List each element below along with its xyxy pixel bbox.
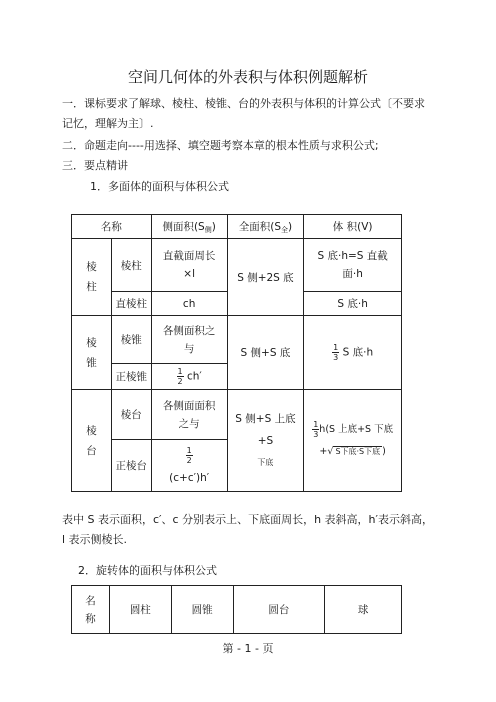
row-pyramid-total: S 侧+S 底 [227,316,304,390]
table-note: 表中 S 表示面积，c′、c 分别表示上、下底面周长，h 表斜高，h′表示斜高，l 表示侧棱长. [62,513,434,546]
polyhedra-formula-table [71,214,402,492]
row-prism-lateral: 直截面周长 ×l [151,239,227,292]
group-frustum: 棱台 [72,390,112,492]
section-1-text: 一．课标要求了解球、棱柱、棱锥、台的外表积与体积的计算公式〔不要求记忆，理解为主〕. [62,97,425,130]
header-name: 名称 [72,215,152,239]
section-3-heading: 三．要点精讲 [62,159,128,172]
header-lateral: 侧面积$(S_侧)$ [151,215,227,239]
row-pyramid-lateral: 各侧面积之 与 [151,316,227,364]
row-regular-frustum-lateral: $\frac{1}{2}$ (c+c′)h′ [151,440,227,492]
header-total: 全面积$(S_全)$ [227,215,304,239]
group-prism: 棱柱 [72,239,112,316]
row-frustum-lateral: 各侧面面积 之与 [151,390,227,440]
row-prism-name: 棱柱 [111,239,151,292]
row-pyramid-name: 棱锥 [111,316,151,364]
revolution-formula-table [71,585,402,634]
header-volume: 体 积(V) [304,215,402,239]
page-title: 空间几何体的外表积与体积例题解析 [127,68,368,86]
row-prism-volume: S 底·h=S 直截 面·h [304,239,402,292]
section-2-text: 二．命题走向----用选择、填空题考察本章的根本性质与求积公式; [62,139,379,152]
group-pyramid: 棱锥 [72,316,112,390]
row-frustum-volume: $\frac{1}{3}$ h(S 上底+S 下底 +√ S下底·S下底 ) [304,390,402,492]
header-revolution-name: 名称 [72,586,110,634]
header-frustum-cone: 圆台 [233,586,325,634]
header-cone: 圆锥 [171,586,233,634]
row-regular-pyramid-lateral: $\frac{1}{2}$ ch′ [151,364,227,390]
row-prism-total: S 侧+2S 底 [227,239,304,316]
page-footer: 第 - 1 - 页 [222,642,274,655]
row-pyramid-volume: $\frac{1}{3}$ S 底·h [304,316,402,390]
subheading-polyhedra: 1．多面体的面积与体积公式 [90,180,229,193]
row-right-prism-volume: S 底·h [304,292,402,316]
header-cylinder: 圆柱 [109,586,171,634]
row-regular-pyramid-name: 正棱锥 [111,364,151,390]
row-frustum-total: S 侧+S 上底+S 下底 [227,390,304,492]
row-right-prism-lateral: ch [151,292,227,316]
row-frustum-name: 棱台 [111,390,151,440]
header-sphere: 球 [325,586,402,634]
row-right-prism-name: 直棱柱 [111,292,151,316]
subheading-solids-of-revolution: 2．旋转体的面积与体积公式 [78,564,217,577]
row-regular-frustum-name: 正棱台 [111,440,151,492]
